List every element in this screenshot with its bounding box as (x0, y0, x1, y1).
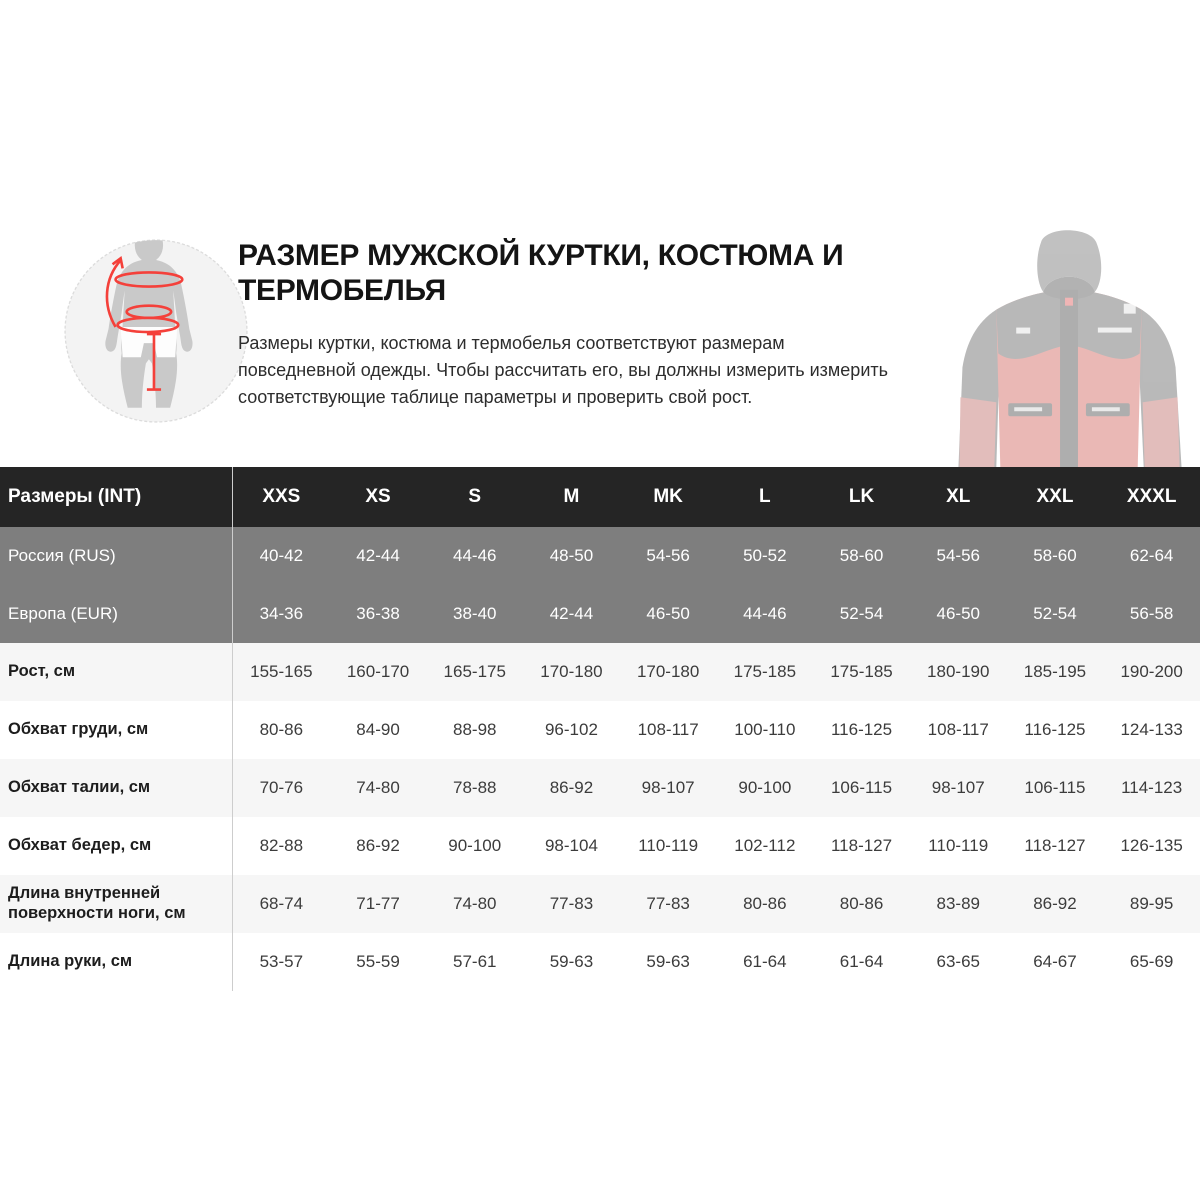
size-value-cell: 59-63 (549, 952, 594, 971)
size-value-cell: 77-83 (549, 894, 594, 913)
size-value-cell: 86-92 (549, 778, 594, 797)
size-value-cell: 80-86 (743, 894, 787, 913)
size-column-header: LK (848, 486, 875, 507)
size-value-cell: 116-125 (1024, 720, 1086, 739)
row-label: Европа (EUR) (0, 585, 233, 643)
size-value-cell: 118-127 (1024, 836, 1086, 855)
jacket-product-image (938, 228, 1200, 467)
size-value-cell: 83-89 (936, 894, 980, 913)
size-value-cell: 56-58 (1129, 604, 1174, 623)
size-value-cell: 52-54 (1033, 604, 1077, 623)
size-value-cell: 86-92 (1033, 894, 1077, 913)
size-value-cell: 80-86 (259, 720, 304, 739)
size-value-cell: 58-60 (839, 546, 884, 565)
size-value-cell: 53-57 (259, 952, 304, 971)
size-value-cell: 61-64 (743, 952, 787, 971)
size-value-cell: 71-77 (356, 894, 400, 913)
intro-description: Размеры куртки, костюма и термобелья соответствуют размерам повседневной одежды. Чтобы рассчитать его, вы должны измерить измерить соответствующие таблице параметры и проверить свой рост. (238, 333, 888, 408)
table-row (0, 875, 1200, 933)
size-value-cell: 170-180 (540, 662, 603, 681)
size-value-cell: 64-67 (1033, 952, 1077, 971)
table-row (0, 527, 1200, 585)
size-value-cell: 126-135 (1120, 836, 1183, 855)
size-value-cell: 34-36 (259, 604, 304, 623)
size-value-cell: 190-200 (1120, 662, 1183, 681)
table-row (0, 643, 1200, 701)
size-value-cell: 58-60 (1033, 546, 1077, 565)
size-value-cell: 38-40 (453, 604, 497, 623)
row-label: Обхват груди, см (0, 701, 233, 759)
size-value-cell: 116-125 (830, 720, 893, 739)
size-value-cell: 42-44 (356, 546, 400, 565)
size-value-cell: 90-100 (738, 778, 792, 797)
size-column-header: XXL (1036, 486, 1074, 507)
size-value-cell: 44-46 (453, 546, 497, 565)
size-value-cell: 100-110 (734, 720, 796, 739)
size-value-cell: 106-115 (830, 778, 893, 797)
size-value-cell: 180-190 (927, 662, 990, 681)
size-column-header: MK (653, 486, 683, 507)
size-value-cell: 65-69 (1129, 952, 1174, 971)
size-value-cell: 86-92 (356, 836, 400, 855)
size-value-cell: 57-61 (453, 952, 497, 971)
size-column-header: M (563, 486, 580, 507)
size-value-cell: 98-107 (641, 778, 695, 797)
size-column-header: S (468, 486, 482, 507)
size-column-header: XXS (262, 486, 301, 507)
size-value-cell: 74-80 (453, 894, 497, 913)
size-value-cell: 70-76 (259, 778, 304, 797)
size-value-cell: 175-185 (733, 662, 797, 681)
size-value-cell: 78-88 (453, 778, 497, 797)
size-value-cell: 40-42 (259, 546, 304, 565)
table-row (0, 585, 1200, 643)
size-value-cell: 44-46 (743, 604, 787, 623)
size-value-cell: 108-117 (927, 720, 989, 739)
size-value-cell: 48-50 (549, 546, 594, 565)
size-value-cell: 185-195 (1023, 662, 1087, 681)
row-label: Обхват талии, см (0, 759, 233, 817)
body-measurement-diagram (60, 234, 252, 426)
body-measurement-icon (60, 234, 252, 426)
size-value-cell: 165-175 (443, 662, 506, 681)
size-value-cell: 110-119 (638, 836, 699, 855)
size-value-cell: 90-100 (448, 836, 502, 855)
row-label: Обхват бедер, см (0, 817, 233, 875)
table-row (0, 933, 1200, 991)
size-value-cell: 50-52 (743, 546, 787, 565)
size-value-cell: 61-64 (839, 952, 884, 971)
size-value-cell: 68-74 (259, 894, 304, 913)
row-label: Россия (RUS) (0, 527, 233, 585)
size-table (0, 467, 1200, 991)
size-value-cell: 46-50 (936, 604, 980, 623)
size-column-header: L (759, 486, 771, 507)
size-value-cell: 89-95 (1129, 894, 1174, 913)
table-row (0, 817, 1200, 875)
page-title: РАЗМЕР МУЖСКОЙ КУРТКИ, КОСТЮМА И ТЕРМОБЕЛЬЯ (238, 239, 844, 308)
size-value-cell: 74-80 (356, 778, 400, 797)
size-value-cell: 114-123 (1121, 778, 1183, 797)
size-value-cell: 42-44 (549, 604, 594, 623)
size-value-cell: 110-119 (928, 836, 989, 855)
size-column-header: XL (946, 486, 971, 507)
size-value-cell: 63-65 (936, 952, 980, 971)
intro-text-block (238, 238, 928, 411)
size-value-cell: 36-38 (356, 604, 400, 623)
size-value-cell: 54-56 (646, 546, 690, 565)
table-corner-label: Размеры (INT) (0, 467, 233, 527)
size-value-cell: 160-170 (346, 662, 410, 681)
size-value-cell: 124-133 (1120, 720, 1183, 739)
size-value-cell: 170-180 (636, 662, 700, 681)
size-value-cell: 102-112 (734, 836, 796, 855)
size-value-cell: 82-88 (259, 836, 304, 855)
size-value-cell: 155-165 (250, 662, 313, 681)
row-label: Рост, см (0, 643, 233, 701)
size-value-cell: 46-50 (646, 604, 690, 623)
table-header-row (0, 467, 1200, 527)
size-value-cell: 106-115 (1024, 778, 1086, 797)
size-value-cell: 59-63 (646, 952, 690, 971)
size-value-cell: 118-127 (830, 836, 893, 855)
jacket-icon (938, 228, 1200, 467)
size-column-header: XS (365, 486, 391, 507)
size-value-cell: 54-56 (936, 546, 980, 565)
size-value-cell: 98-104 (544, 836, 598, 855)
intro-section (0, 228, 1200, 467)
size-value-cell: 77-83 (646, 894, 690, 913)
row-label: Длина руки, см (0, 933, 233, 991)
size-column-header: XXXL (1126, 486, 1177, 507)
size-value-cell: 96-102 (544, 720, 598, 739)
size-value-cell: 88-98 (453, 720, 497, 739)
size-value-cell: 62-64 (1129, 546, 1174, 565)
size-value-cell: 84-90 (356, 720, 400, 739)
table-row (0, 759, 1200, 817)
size-value-cell: 80-86 (839, 894, 884, 913)
size-value-cell: 175-185 (830, 662, 893, 681)
size-value-cell: 98-107 (931, 778, 985, 797)
row-label: Длина внутренней поверхности ноги, см (0, 875, 233, 933)
size-value-cell: 55-59 (356, 952, 400, 971)
size-value-cell: 108-117 (637, 720, 699, 739)
table-row (0, 701, 1200, 759)
size-value-cell: 52-54 (839, 604, 884, 623)
